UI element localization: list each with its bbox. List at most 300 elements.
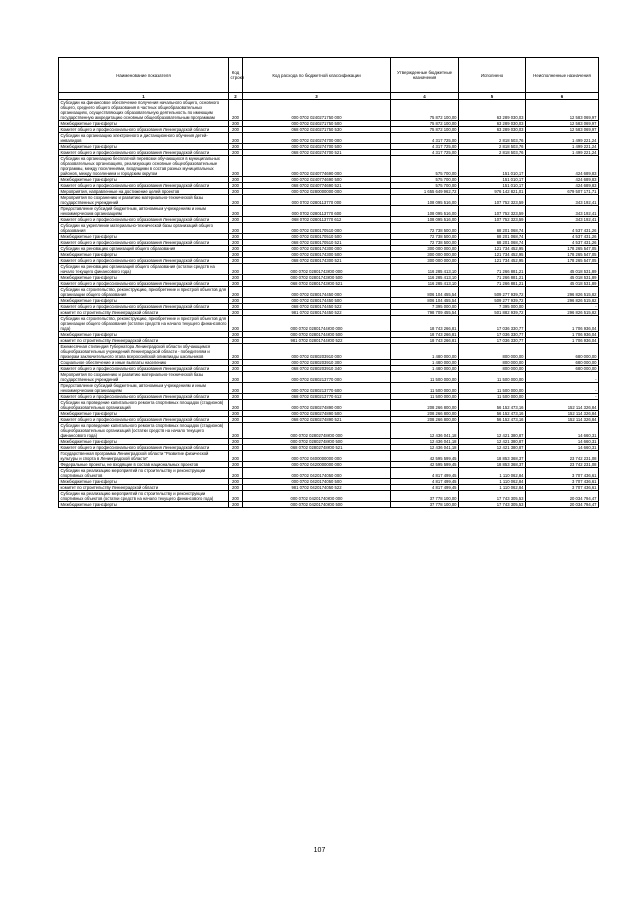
- row-executed-amount: 501 882 939,72: [459, 310, 526, 316]
- row-remaining-amount: 343 192,41: [526, 195, 599, 206]
- row-budget-code: 068 0702 0240774690 521: [243, 183, 391, 189]
- row-approved-amount: 4 317 725,00: [391, 133, 459, 144]
- row-executed-amount: 121 734 452,95: [459, 258, 526, 264]
- row-indicator-name: Ежемесячная стипендия Губернатора Ленинградской области обучающимся общеобразовательных учреждений Ленинградской области - победителям и призерам заключительного этапа всероссийской олимпиады школьников: [59, 344, 229, 360]
- table-row: [59, 502, 599, 508]
- row-remaining-amount: 424 689,83: [526, 156, 599, 177]
- row-line-code: 200: [229, 462, 243, 468]
- row-line-code: 200: [229, 246, 243, 252]
- row-indicator-name: Субсидии на реализацию мероприятий по строительству и реконструкции спортивных объектов: [59, 468, 229, 479]
- row-indicator-name: Межбюджетные трансферты: [59, 275, 229, 281]
- row-executed-amount: 800 000,00: [459, 360, 526, 366]
- header-line-code: Код строки: [229, 58, 243, 93]
- row-line-code: 200: [229, 223, 243, 234]
- row-remaining-amount: 20 034 794,47: [526, 491, 599, 502]
- row-indicator-name: Межбюджетные трансферты: [59, 439, 229, 445]
- table-row: [59, 246, 599, 252]
- row-line-code: 200: [229, 183, 243, 189]
- row-approved-amount: 806 104 455,54: [391, 298, 459, 304]
- row-approved-amount: 108 095 516,00: [391, 195, 459, 206]
- row-line-code: 200: [229, 156, 243, 177]
- row-approved-amount: 42 595 599,45: [391, 462, 459, 468]
- row-approved-amount: 208 266 800,00: [391, 411, 459, 417]
- row-line-code: 200: [229, 258, 243, 264]
- table-row: [59, 394, 599, 400]
- table-body: [59, 100, 599, 508]
- row-approved-amount: 108 095 516,00: [391, 217, 459, 223]
- row-remaining-amount: 152 114 326,84: [526, 417, 599, 423]
- row-remaining-amount: -: [526, 394, 599, 400]
- row-line-code: 200: [229, 189, 243, 195]
- row-executed-amount: 71 266 881,21: [459, 264, 526, 275]
- row-indicator-name: Субсидии на организацию бесплатной перевозки обучающихся в муниципальных образовательных организациях, реализующих основные общеобразовательные программы, между поселениями, входящими в состав разных муниципальных районов, между поселением и городским округом: [59, 156, 229, 177]
- row-executed-amount: 12 421 380,87: [459, 439, 526, 445]
- row-approved-amount: 1 655 649 962,72: [391, 189, 459, 195]
- row-budget-code: 068 0702 0240271750 530: [243, 127, 391, 133]
- row-budget-code: 000 0702 0280274890 500: [243, 411, 391, 417]
- table-row: [59, 417, 599, 423]
- row-remaining-amount: -: [526, 372, 599, 383]
- table-row: [59, 206, 599, 217]
- row-executed-amount: 17 036 330,77: [459, 338, 526, 344]
- row-executed-amount: 107 752 323,59: [459, 206, 526, 217]
- table-row: [59, 217, 599, 223]
- row-budget-code: 068 0702 02801743Ю0 521: [243, 281, 391, 287]
- row-approved-amount: 37 778 100,00: [391, 502, 459, 508]
- row-line-code: 200: [229, 133, 243, 144]
- table-row: [59, 133, 599, 144]
- row-line-code: 200: [229, 366, 243, 372]
- table-row: [59, 451, 599, 462]
- row-remaining-amount: 23 742 231,08: [526, 462, 599, 468]
- column-number: 2: [229, 93, 243, 100]
- row-executed-amount: 107 752 323,59: [459, 195, 526, 206]
- row-remaining-amount: 4 537 431,26: [526, 223, 599, 234]
- row-approved-amount: 4 817 499,45: [391, 485, 459, 491]
- row-remaining-amount: 12 583 069,97: [526, 121, 599, 127]
- header-budget-code: Код расхода по бюджетной классификации: [243, 58, 391, 93]
- row-budget-code: 000 0702 02801743Ю0 000: [243, 264, 391, 275]
- row-indicator-name: Субсидии на строительство, реконструкцию, приобретение и пристрой объектов для организации общего образования (остатки средств на начало текущего финансового года): [59, 316, 229, 332]
- row-remaining-amount: 178 265 547,05: [526, 258, 599, 264]
- row-budget-code: 068 0702 0280213770 612: [243, 394, 391, 400]
- row-approved-amount: 12 436 041,18: [391, 439, 459, 445]
- row-executed-amount: 2 818 503,76: [459, 144, 526, 150]
- row-remaining-amount: 424 689,83: [526, 183, 599, 189]
- table-row: [59, 258, 599, 264]
- row-remaining-amount: 12 583 069,97: [526, 100, 599, 121]
- row-line-code: 200: [229, 344, 243, 360]
- row-approved-amount: 575 700,00: [391, 156, 459, 177]
- row-remaining-amount: 296 826 515,82: [526, 310, 599, 316]
- row-budget-code: 000 0702 0280113770 000: [243, 195, 391, 206]
- table-row: [59, 281, 599, 287]
- row-budget-code: 000 0702 0280170510 500: [243, 234, 391, 240]
- row-executed-amount: 18 853 368,37: [459, 451, 526, 462]
- row-approved-amount: 72 738 500,00: [391, 223, 459, 234]
- row-approved-amount: 300 000 000,00: [391, 258, 459, 264]
- row-approved-amount: 75 872 100,00: [391, 100, 459, 121]
- row-executed-amount: 800 000,00: [459, 344, 526, 360]
- row-remaining-amount: 1 499 221,24: [526, 133, 599, 144]
- row-indicator-name: Субсидии на реновацию организаций общего образования: [59, 246, 229, 252]
- row-approved-amount: 75 872 100,00: [391, 127, 459, 133]
- row-indicator-name: Мероприятия по сохранению и развитию материально-технической базы государственных учреждений: [59, 195, 229, 206]
- row-approved-amount: 37 778 100,00: [391, 491, 459, 502]
- row-executed-amount: 12 421 380,87: [459, 445, 526, 451]
- row-remaining-amount: 680 000,00: [526, 366, 599, 372]
- row-approved-amount: 75 872 100,00: [391, 121, 459, 127]
- row-approved-amount: 116 285 413,10: [391, 281, 459, 287]
- row-remaining-amount: 14 660,31: [526, 445, 599, 451]
- row-budget-code: 068 0702 0280174450 522: [243, 304, 391, 310]
- table-row: [59, 360, 599, 366]
- row-line-code: 200: [229, 121, 243, 127]
- row-indicator-name: Субсидии на проведение капитального ремонта спортивных площадок (стадионов) общеобразовательных организаций: [59, 400, 229, 411]
- row-line-code: 200: [229, 287, 243, 298]
- table-row: [59, 150, 599, 156]
- row-approved-amount: 108 095 516,00: [391, 206, 459, 217]
- row-line-code: 200: [229, 383, 243, 394]
- row-executed-amount: 1 110 062,84: [459, 479, 526, 485]
- row-executed-amount: 2 818 503,76: [459, 133, 526, 144]
- row-executed-amount: 11 500 000,00: [459, 394, 526, 400]
- row-budget-code: 068 0702 0240274700 521: [243, 150, 391, 156]
- row-line-code: 200: [229, 150, 243, 156]
- table-row: [59, 400, 599, 411]
- table-row: [59, 310, 599, 316]
- row-remaining-amount: 14 660,31: [526, 423, 599, 439]
- row-approved-amount: 12 436 041,18: [391, 423, 459, 439]
- row-budget-code: 000 0702 0240274700 500: [243, 144, 391, 150]
- table-row: [59, 485, 599, 491]
- row-indicator-name: Межбюджетные трансферты: [59, 298, 229, 304]
- row-remaining-amount: -: [526, 304, 599, 310]
- row-approved-amount: 4 817 499,45: [391, 479, 459, 485]
- row-executed-amount: 71 266 881,21: [459, 281, 526, 287]
- table-row: [59, 264, 599, 275]
- row-indicator-name: Государственная программа Ленинградской области "Развитие физической культуры и спорта в Ленинградской области": [59, 451, 229, 462]
- row-remaining-amount: 45 018 531,89: [526, 275, 599, 281]
- row-remaining-amount: 424 689,83: [526, 177, 599, 183]
- row-line-code: 200: [229, 206, 243, 217]
- row-indicator-name: Комитет общего и профессионального образования Ленинградской области: [59, 258, 229, 264]
- row-line-code: 200: [229, 394, 243, 400]
- row-line-code: 200: [229, 372, 243, 383]
- row-executed-amount: 63 289 030,03: [459, 100, 526, 121]
- row-approved-amount: 1 480 000,00: [391, 344, 459, 360]
- column-number: 5: [459, 93, 526, 100]
- row-indicator-name: Межбюджетные трансферты: [59, 121, 229, 127]
- row-approved-amount: 11 500 000,00: [391, 394, 459, 400]
- row-budget-code: 000 0702 0280174450 500: [243, 298, 391, 304]
- table-header-row: [59, 58, 599, 93]
- row-executed-amount: 71 266 881,21: [459, 275, 526, 281]
- row-budget-code: 000 0702 0280274890 000: [243, 400, 391, 411]
- table-row: [59, 468, 599, 479]
- row-remaining-amount: 12 583 069,97: [526, 127, 599, 133]
- row-line-code: 200: [229, 195, 243, 206]
- row-executed-amount: 800 000,00: [459, 366, 526, 372]
- row-approved-amount: 575 700,00: [391, 183, 459, 189]
- row-executed-amount: 121 734 452,95: [459, 252, 526, 258]
- row-line-code: 200: [229, 316, 243, 332]
- row-indicator-name: Межбюджетные трансферты: [59, 332, 229, 338]
- row-executed-amount: 63 289 030,03: [459, 121, 526, 127]
- row-budget-code: 068 0702 0280170510 521: [243, 240, 391, 246]
- table-row: [59, 304, 599, 310]
- header-executed: Исполнено: [459, 58, 526, 93]
- table-row: [59, 383, 599, 394]
- row-line-code: 200: [229, 127, 243, 133]
- table-row: [59, 223, 599, 234]
- row-budget-code: 000 0702 0280170510 000: [243, 223, 391, 234]
- row-approved-amount: 116 285 413,10: [391, 275, 459, 281]
- row-remaining-amount: 20 034 794,47: [526, 502, 599, 508]
- row-remaining-amount: 296 826 515,82: [526, 287, 599, 298]
- row-indicator-name: Мероприятия, направленные на достижение целей проектов: [59, 189, 229, 195]
- row-executed-amount: 17 036 330,77: [459, 332, 526, 338]
- row-executed-amount: 17 743 305,53: [459, 491, 526, 502]
- row-executed-amount: 68 201 068,74: [459, 240, 526, 246]
- header-approved: Утвержденные бюджетные назначения: [391, 58, 459, 93]
- row-approved-amount: 72 738 500,00: [391, 240, 459, 246]
- column-number: 6: [526, 93, 599, 100]
- row-remaining-amount: 1 499 221,24: [526, 144, 599, 150]
- row-indicator-name: Межбюджетные трансферты: [59, 144, 229, 150]
- row-executed-amount: 11 500 000,00: [459, 383, 526, 394]
- row-line-code: 200: [229, 445, 243, 451]
- row-remaining-amount: 1 706 936,04: [526, 338, 599, 344]
- row-remaining-amount: 296 826 515,82: [526, 298, 599, 304]
- row-remaining-amount: 1 706 936,04: [526, 332, 599, 338]
- row-executed-amount: 151 010,17: [459, 177, 526, 183]
- row-remaining-amount: 152 114 326,84: [526, 400, 599, 411]
- row-indicator-name: Субсидии на реализацию мероприятий по строительству и реконструкции спортивных объектов (остатки средств на начало текущего финансового года): [59, 491, 229, 502]
- row-executed-amount: 509 277 939,72: [459, 287, 526, 298]
- row-approved-amount: 4 817 499,45: [391, 468, 459, 479]
- row-indicator-name: Комитет общего и профессионального образования Ленинградской области: [59, 150, 229, 156]
- row-budget-code: 068 0702 0280174300 521: [243, 258, 391, 264]
- row-remaining-amount: 343 192,41: [526, 206, 599, 217]
- row-indicator-name: Субсидии на реновацию организаций общего образования (остатки средств на начало текущего финансового года): [59, 264, 229, 275]
- row-line-code: 200: [229, 144, 243, 150]
- row-indicator-name: Федеральные проекты, не входящие в состав национальных проектов: [59, 462, 229, 468]
- row-budget-code: 068 0702 02802748Ю0 521: [243, 445, 391, 451]
- row-indicator-name: комитет по строительству Ленинградской области: [59, 338, 229, 344]
- row-remaining-amount: 45 018 531,89: [526, 264, 599, 275]
- row-approved-amount: 4 317 725,00: [391, 144, 459, 150]
- row-budget-code: 000 0702 0240271750 000: [243, 100, 391, 121]
- row-budget-code: 000 0702 0280000000 000: [243, 189, 391, 195]
- row-line-code: 200: [229, 234, 243, 240]
- row-budget-code: 000 0702 0280213770 600: [243, 383, 391, 394]
- column-number: 3: [243, 93, 391, 100]
- row-indicator-name: Комитет общего и профессионального образования Ленинградской области: [59, 417, 229, 423]
- row-indicator-name: Комитет общего и профессионального образования Ленинградской области: [59, 240, 229, 246]
- row-budget-code: 000 0702 0280213770 000: [243, 372, 391, 383]
- row-executed-amount: 63 289 030,03: [459, 127, 526, 133]
- row-budget-code: 000 0702 0240271750 500: [243, 121, 391, 127]
- row-line-code: 200: [229, 264, 243, 275]
- table-row: [59, 445, 599, 451]
- header-indicator-name: Наименование показателя: [59, 58, 229, 93]
- row-executed-amount: 17 743 305,53: [459, 502, 526, 508]
- row-approved-amount: 11 500 000,00: [391, 383, 459, 394]
- row-budget-code: 000 0702 0280203910 300: [243, 360, 391, 366]
- row-indicator-name: Субсидии на проведение капитального ремонта спортивных площадок (стадионов) общеобразовательных организаций (остатки средств на начало текущего финансового года): [59, 423, 229, 439]
- row-remaining-amount: 343 192,41: [526, 217, 599, 223]
- row-remaining-amount: 3 707 436,61: [526, 468, 599, 479]
- row-budget-code: 068 0702 0280274890 521: [243, 417, 391, 423]
- row-remaining-amount: 23 742 231,08: [526, 451, 599, 462]
- row-approved-amount: 208 266 800,00: [391, 417, 459, 423]
- row-line-code: 200: [229, 485, 243, 491]
- row-line-code: 200: [229, 275, 243, 281]
- page-number: 107: [313, 847, 326, 854]
- row-approved-amount: 42 595 599,45: [391, 451, 459, 462]
- row-approved-amount: 18 743 266,81: [391, 332, 459, 338]
- row-executed-amount: 17 036 330,77: [459, 316, 526, 332]
- column-number-row: [59, 93, 599, 100]
- row-approved-amount: 7 395 000,00: [391, 304, 459, 310]
- table-row: [59, 183, 599, 189]
- row-budget-code: 000 0702 02802748Ю0 500: [243, 439, 391, 445]
- row-approved-amount: 4 317 725,00: [391, 150, 459, 156]
- row-budget-code: 068 0702 0280113770 612: [243, 217, 391, 223]
- row-approved-amount: 575 700,00: [391, 177, 459, 183]
- row-executed-amount: 56 152 473,16: [459, 417, 526, 423]
- row-budget-code: 000 0702 0280174300 000: [243, 246, 391, 252]
- row-budget-code: 000 0702 02802748Ю0 000: [243, 423, 391, 439]
- row-remaining-amount: 680 000,00: [526, 344, 599, 360]
- row-budget-code: 000 0702 0240274700 000: [243, 133, 391, 144]
- row-executed-amount: 1 110 062,84: [459, 485, 526, 491]
- row-indicator-name: Межбюджетные трансферты: [59, 479, 229, 485]
- column-number: 1: [59, 93, 229, 100]
- row-line-code: 200: [229, 439, 243, 445]
- row-executed-amount: 121 734 452,95: [459, 246, 526, 252]
- row-budget-code: 000 0702 02801743Ю0 500: [243, 275, 391, 281]
- row-approved-amount: 12 436 041,18: [391, 445, 459, 451]
- row-line-code: 200: [229, 360, 243, 366]
- row-executed-amount: 509 277 939,72: [459, 298, 526, 304]
- row-line-code: 200: [229, 423, 243, 439]
- row-line-code: 200: [229, 252, 243, 258]
- row-indicator-name: Комитет общего и профессионального образования Ленинградской области: [59, 183, 229, 189]
- row-executed-amount: 976 142 821,01: [459, 189, 526, 195]
- row-approved-amount: 1 480 000,00: [391, 360, 459, 366]
- row-approved-amount: 300 000 000,00: [391, 246, 459, 252]
- row-remaining-amount: 680 000,00: [526, 360, 599, 366]
- row-indicator-name: Предоставление субсидий бюджетным, автономным учреждениям и иным некоммерческим организациям: [59, 206, 229, 217]
- row-budget-code: 068 0702 0280203910 340: [243, 366, 391, 372]
- table-row: [59, 195, 599, 206]
- row-approved-amount: 798 709 455,54: [391, 310, 459, 316]
- row-remaining-amount: 152 114 326,84: [526, 411, 599, 417]
- row-line-code: 200: [229, 400, 243, 411]
- row-executed-amount: 151 010,17: [459, 156, 526, 177]
- budget-execution-table: [58, 57, 599, 508]
- row-line-code: 200: [229, 240, 243, 246]
- row-line-code: 200: [229, 177, 243, 183]
- row-budget-code: 000 0702 04201740Ю0 000: [243, 491, 391, 502]
- row-budget-code: 000 0702 0280203910 000: [243, 344, 391, 360]
- row-line-code: 200: [229, 304, 243, 310]
- row-remaining-amount: 1 706 936,04: [526, 316, 599, 332]
- row-approved-amount: 208 266 800,00: [391, 400, 459, 411]
- row-remaining-amount: 3 707 436,61: [526, 479, 599, 485]
- row-line-code: 200: [229, 479, 243, 485]
- table-row: [59, 287, 599, 298]
- row-indicator-name: Предоставление субсидий бюджетным, автономным учреждениям и иным некоммерческим организациям: [59, 383, 229, 394]
- row-budget-code: 981 0702 02801744Ю0 522: [243, 338, 391, 344]
- table-row: [59, 100, 599, 121]
- row-line-code: 200: [229, 468, 243, 479]
- row-indicator-name: комитет по строительству Ленинградской области: [59, 485, 229, 491]
- row-indicator-name: Комитет общего и профессионального образования Ленинградской области: [59, 304, 229, 310]
- row-line-code: 200: [229, 491, 243, 502]
- row-indicator-name: Межбюджетные трансферты: [59, 411, 229, 417]
- row-approved-amount: 72 738 500,00: [391, 234, 459, 240]
- row-executed-amount: 1 110 062,84: [459, 468, 526, 479]
- row-indicator-name: Субсидии на строительство, реконструкцию, приобретение и пристрой объектов для организации общего образования: [59, 287, 229, 298]
- row-budget-code: 981 0702 0280174450 522: [243, 310, 391, 316]
- row-budget-code: 000 0702 0420174050 500: [243, 479, 391, 485]
- row-executed-amount: 151 010,17: [459, 183, 526, 189]
- row-remaining-amount: 178 265 547,05: [526, 252, 599, 258]
- row-executed-amount: 2 818 503,76: [459, 150, 526, 156]
- row-executed-amount: 56 152 473,16: [459, 400, 526, 411]
- row-budget-code: 000 0702 0280174450 000: [243, 287, 391, 298]
- row-remaining-amount: 1 499 221,24: [526, 150, 599, 156]
- row-indicator-name: Межбюджетные трансферты: [59, 252, 229, 258]
- table-row: [59, 316, 599, 332]
- row-remaining-amount: 4 537 431,26: [526, 234, 599, 240]
- table-row: [59, 372, 599, 383]
- row-remaining-amount: 3 707 436,61: [526, 485, 599, 491]
- row-line-code: 200: [229, 298, 243, 304]
- row-remaining-amount: 178 265 547,05: [526, 246, 599, 252]
- row-approved-amount: 806 104 455,54: [391, 287, 459, 298]
- table-row: [59, 462, 599, 468]
- row-executed-amount: 11 500 000,00: [459, 372, 526, 383]
- row-indicator-name: Комитет общего и профессионального образования Ленинградской области: [59, 445, 229, 451]
- row-indicator-name: Межбюджетные трансферты: [59, 502, 229, 508]
- row-budget-code: 000 0702 0280113770 600: [243, 206, 391, 217]
- row-budget-code: 000 0702 0240774690 500: [243, 177, 391, 183]
- table-row: [59, 423, 599, 439]
- row-budget-code: 000 0702 0240774690 000: [243, 156, 391, 177]
- row-budget-code: 000 0702 0400000000 000: [243, 451, 391, 462]
- row-indicator-name: Субсидии на организацию электронного и дистанционного обучения детей-инвалидов: [59, 133, 229, 144]
- row-executed-amount: 107 752 323,59: [459, 217, 526, 223]
- row-indicator-name: Мероприятия по сохранению и развитию материально-технической базы государственных учреждений: [59, 372, 229, 383]
- table-row: [59, 156, 599, 177]
- row-line-code: 200: [229, 451, 243, 462]
- row-budget-code: 000 0702 04201740Ю0 500: [243, 502, 391, 508]
- row-approved-amount: 1 480 000,00: [391, 366, 459, 372]
- row-line-code: 200: [229, 217, 243, 223]
- row-approved-amount: 116 285 413,10: [391, 264, 459, 275]
- row-approved-amount: 18 743 266,81: [391, 316, 459, 332]
- table-row: [59, 491, 599, 502]
- row-executed-amount: 7 395 000,00: [459, 304, 526, 310]
- column-number: 4: [391, 93, 459, 100]
- row-remaining-amount: 45 018 531,89: [526, 281, 599, 287]
- row-executed-amount: 12 421 380,87: [459, 423, 526, 439]
- row-budget-code: 000 0702 02801744Ю0 000: [243, 316, 391, 332]
